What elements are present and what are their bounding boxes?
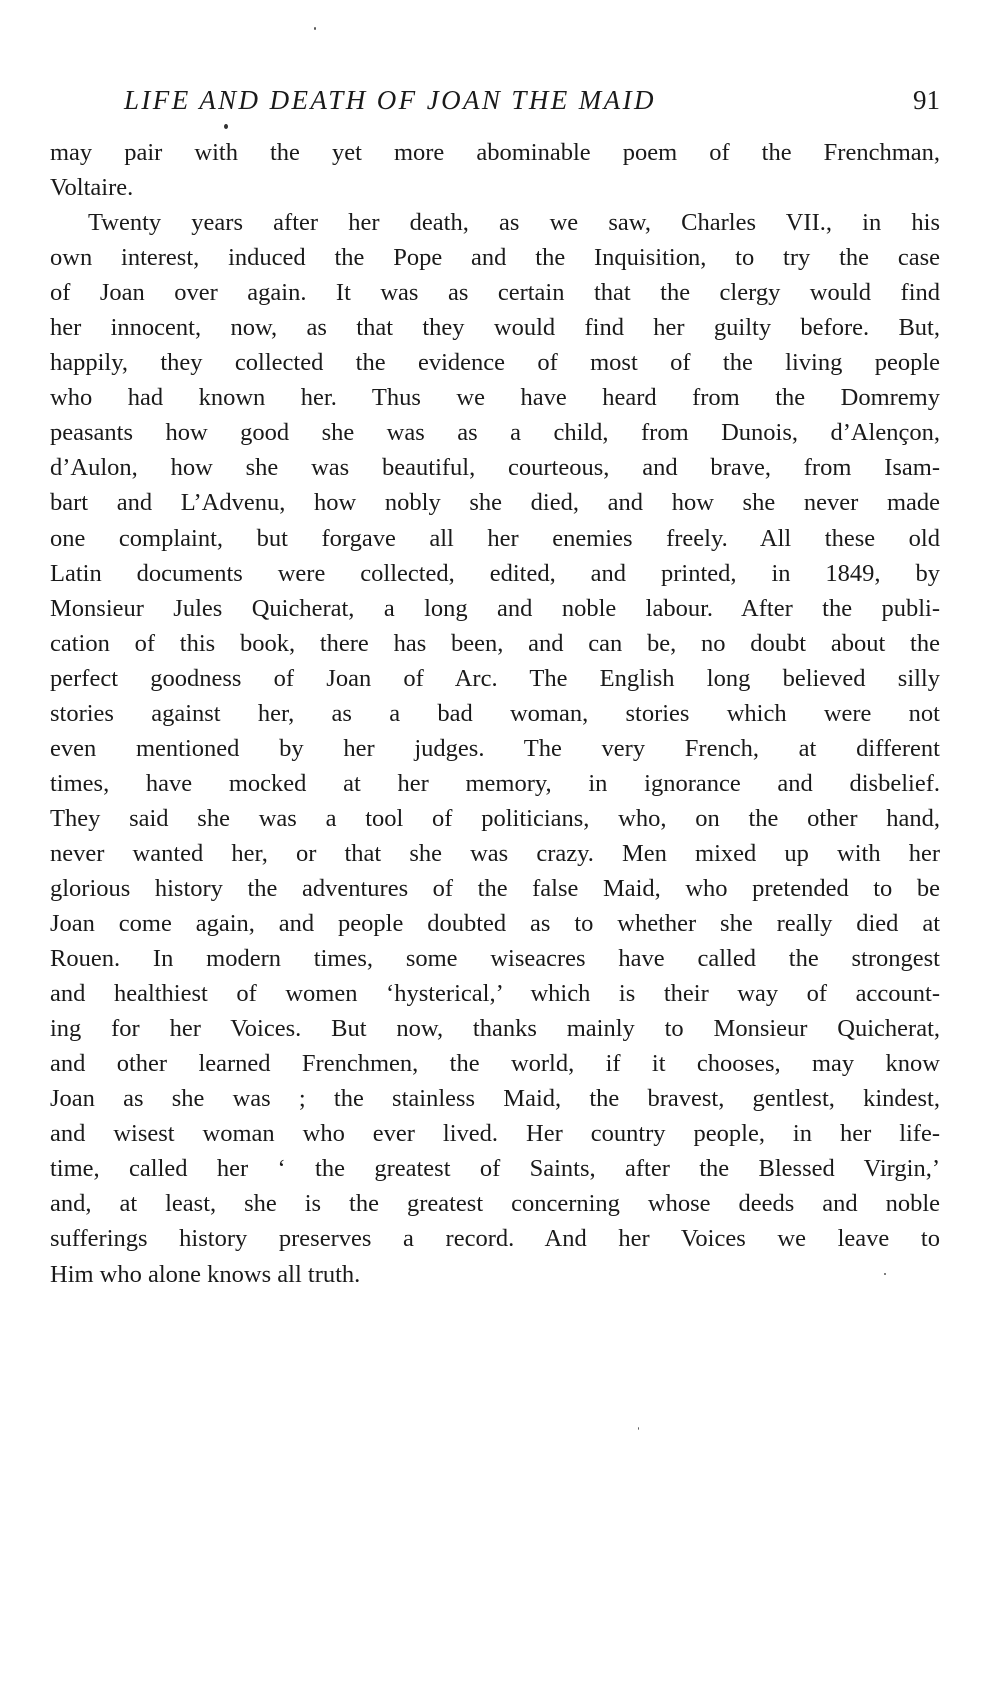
running-header bbox=[50, 80, 940, 120]
text-line-7: happily, they collected the evidence of most of the living people bbox=[50, 349, 940, 377]
page-number: 91 bbox=[913, 85, 940, 115]
text-line-23: Joan come again, and people doubted as to whether she really died at bbox=[50, 910, 940, 938]
text-line-32: sufferings history preserves a record. And her Voices we leave to bbox=[50, 1225, 940, 1253]
text-line-29: and wisest woman who ever lived. Her country people, in her life- bbox=[50, 1120, 940, 1148]
text-line-12: one complaint, but forgave all her enemies freely. All these old bbox=[50, 524, 940, 552]
text-line-4: own interest, induced the Pope and the Inquisition, to try the case bbox=[50, 244, 940, 272]
text-line-10: d’Aulon, how she was beautiful, courteous, and brave, from Isam- bbox=[50, 454, 940, 482]
text-line-28: Joan as she was ; the stainless Maid, the bravest, gentlest, kindest, bbox=[50, 1085, 940, 1113]
text-line-17: stories against her, as a bad woman, stories which were not bbox=[50, 699, 940, 727]
print-speck-bottom bbox=[638, 1427, 639, 1430]
text-line-1: may pair with the yet more abominable poem of the Frenchman, bbox=[50, 139, 940, 166]
text-line-22: glorious history the adventures of the false Maid, who pretended to be bbox=[50, 874, 940, 902]
text-line-31: and, at least, she is the greatest concerning whose deeds and noble bbox=[50, 1190, 940, 1218]
text-line-20: They said she was a tool of politicians, who, on the other hand, bbox=[50, 804, 940, 832]
text-line-3: Twenty years after her death, as we saw, Charles VII., in his bbox=[88, 209, 940, 237]
body-text bbox=[50, 135, 940, 1292]
text-line-13: Latin documents were collected, edited, and printed, in 1849, by bbox=[50, 559, 940, 587]
text-line-18: even mentioned by her judges. The very French, at different bbox=[50, 734, 940, 762]
text-line-30: time, called her ‘ the greatest of Saints, after the Blessed Virgin,’ bbox=[50, 1155, 940, 1183]
text-line-2: Voltaire. bbox=[50, 174, 134, 202]
text-line-14: Monsieur Jules Quicherat, a long and noble labour. After the publi- bbox=[50, 594, 940, 622]
text-line-33: Him who alone knows all truth. bbox=[50, 1260, 361, 1288]
text-line-19: times, have mocked at her memory, in ignorance and disbelief. bbox=[50, 769, 940, 797]
print-dot-mark bbox=[224, 124, 228, 129]
text-line-6: her innocent, now, as that they would find her guilty before. But, bbox=[50, 314, 940, 342]
print-speck-top bbox=[314, 27, 316, 30]
running-head-title: LIFE AND DEATH OF JOAN THE MAID bbox=[124, 85, 656, 115]
text-line-8: who had known her. Thus we have heard from the Domremy bbox=[50, 384, 940, 412]
text-line-25: and healthiest of women ‘hysterical,’ which is their way of account- bbox=[50, 980, 940, 1008]
text-line-11: bart and L’Advenu, how nobly she died, and how she never made bbox=[50, 489, 940, 517]
text-line-9: peasants how good she was as a child, from Dunois, d’Alençon, bbox=[50, 419, 940, 447]
text-line-26: ing for her Voices. But now, thanks mainly to Monsieur Quicherat, bbox=[50, 1015, 940, 1043]
text-line-16: perfect goodness of Joan of Arc. The English long believed silly bbox=[50, 664, 940, 692]
text-line-27: and other learned Frenchmen, the world, if it chooses, may know bbox=[50, 1050, 940, 1078]
text-line-5: of Joan over again. It was as certain that the clergy would find bbox=[50, 279, 940, 307]
text-line-24: Rouen. In modern times, some wiseacres have called the strongest bbox=[50, 945, 940, 973]
text-line-15: cation of this book, there has been, and can be, no doubt about the bbox=[50, 629, 940, 657]
text-line-21: never wanted her, or that she was crazy. Men mixed up with her bbox=[50, 839, 940, 867]
